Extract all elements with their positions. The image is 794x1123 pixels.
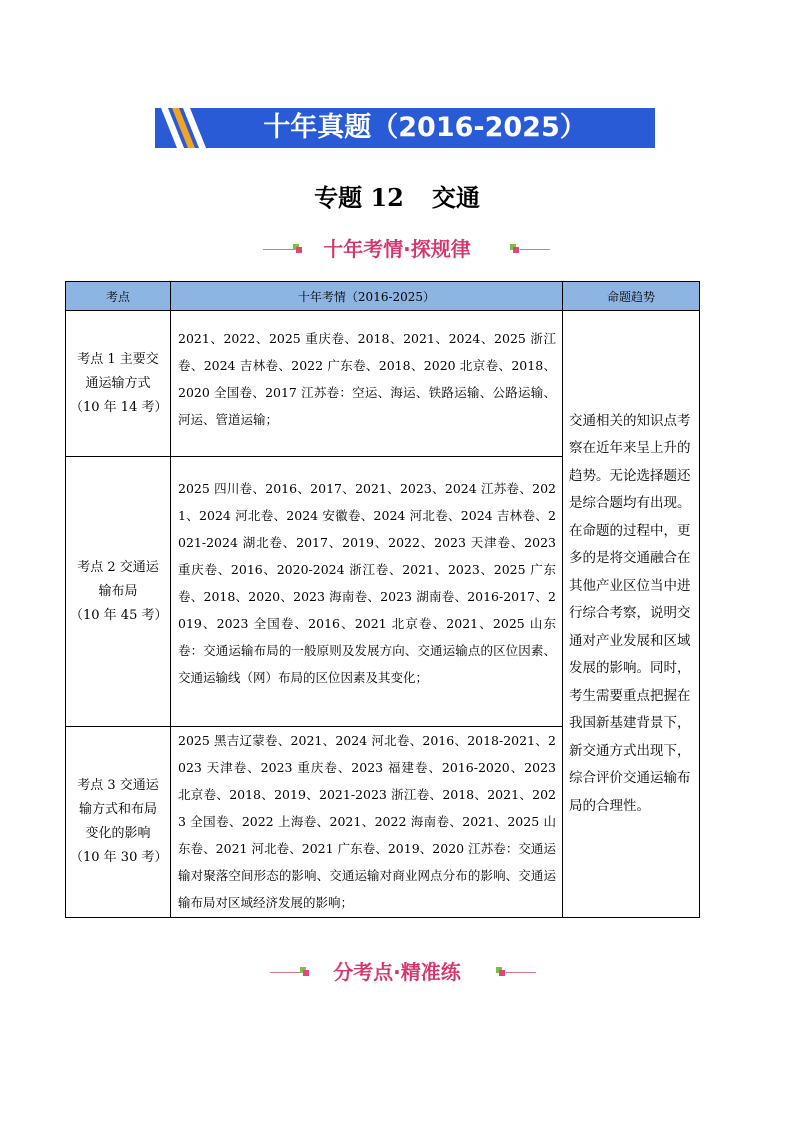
- section-header-practice: [0, 957, 794, 987]
- exam-history-cell: 2025 黑吉辽蒙卷、2021、2024 河北卷、2016、2018-2021、2023 天津卷、2023 重庆卷、2023 福建卷、2016-2020、2023 北京卷、2018、2019、2021-2023 浙江卷、2018、2021、2023 全国卷、2022 上海卷、2021、2022 海南卷、2021、2025 山东卷、2021 河北卷、2021 广东卷、2019、2020 江苏卷：交通运输对聚落空间形态的影响、交通运输对商业网点分布的影响、交通运输布局对区域经济发展的影响；: [171, 727, 563, 918]
- column-header: 十年考情（2016-2025）: [171, 282, 563, 311]
- banner-title: 十年真题（2016-2025）: [263, 112, 587, 143]
- trend-cell: 交通相关的知识点考察在近年来呈上升的趋势。无论选择题还是综合题均有出现。在命题的过程中，更多的是将交通融合在其他产业区位当中进行综合考察，说明交通对产业发展和区域发展的影响。同时，考生需要重点把握在我国新基建背景下，新交通方式出现下，综合评价交通运输布局的合理性。: [563, 311, 700, 918]
- exam-history-cell: 2025 四川卷、2016、2017、2021、2023、2024 江苏卷、2021、2024 河北卷、2024 安徽卷、2024 河北卷、2024 吉林卷、2021-2024 湖北卷、2017、2019、2022、2023 天津卷、2023 重庆卷、2016、2020-2024 浙江卷、2021、2023、2025 广东卷、2018、2020、2023 海南卷、2023 湖南卷、2016-2017、2019、2023 全国卷、2016、2021 北京卷、2021、2025 山东卷：交通运输布局的一般原则及发展方向、交通运输点的区位因素、交通运输线（网）布局的区位因素及其变化；: [171, 457, 563, 727]
- column-header: 命题趋势: [563, 282, 700, 311]
- exam-overview-table: [65, 281, 700, 918]
- section-title: 分考点·精准练: [333, 960, 461, 984]
- exam-point-line: 输布局: [98, 583, 138, 599]
- title-banner: [155, 108, 655, 148]
- exam-point-cell: [66, 727, 171, 918]
- exam-point-line: 考点 2 交通运: [77, 559, 159, 575]
- section-title: 十年考情·探规律: [323, 237, 471, 261]
- exam-point-count: （10 年 45 考）: [70, 607, 168, 623]
- exam-point-line: 输方式和布局: [78, 802, 157, 817]
- section-header-exam-analysis: [0, 234, 794, 264]
- topic-heading: [0, 178, 794, 213]
- exam-point-line: 变化的影响: [85, 826, 151, 841]
- topic-label: 专题 12: [314, 183, 404, 212]
- exam-point-line: 通运输方式: [85, 375, 151, 391]
- table-header-row: [66, 282, 700, 311]
- section-ornament-right: [510, 244, 519, 253]
- column-header: 考点: [66, 282, 171, 311]
- exam-point-cell: [66, 457, 171, 727]
- exam-point-line: 考点 3 交通运: [77, 778, 159, 793]
- table-row: [66, 311, 700, 457]
- section-ornament-right: [496, 967, 505, 976]
- topic-name: 交通: [431, 183, 480, 212]
- exam-point-cell: [66, 311, 171, 457]
- exam-history-cell: 2021、2022、2025 重庆卷、2018、2021、2024、2025 浙江卷、2024 吉林卷、2022 广东卷、2018、2020 北京卷、2018、2020 全国卷、2017 江苏卷：空运、海运、铁路运输、公路运输、河运、管道运输；: [171, 311, 563, 457]
- exam-point-count: （10 年 30 考）: [70, 850, 168, 865]
- section-divider-right: [520, 249, 550, 250]
- section-divider-right: [506, 972, 536, 973]
- exam-point-line: 考点 1 主要交: [77, 351, 159, 367]
- exam-point-count: （10 年 14 考）: [70, 399, 168, 415]
